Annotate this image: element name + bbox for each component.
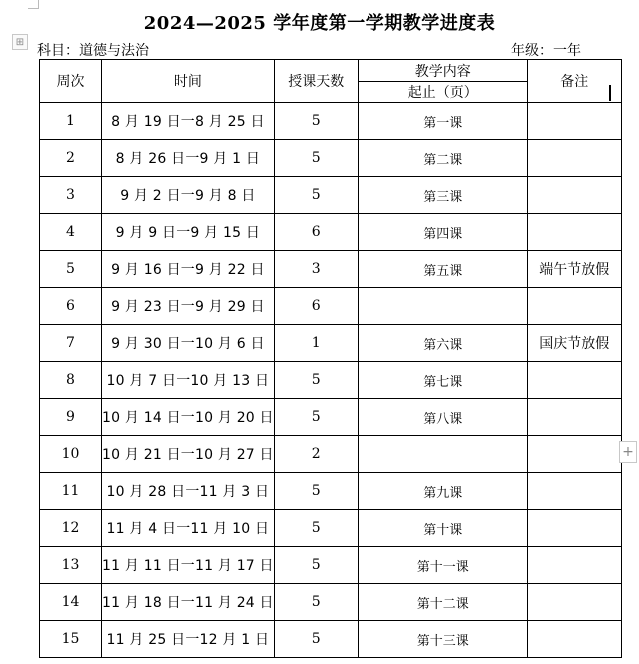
document-title: 2024—2025 学年度第一学期教学进度表 bbox=[143, 13, 496, 34]
lesson-cell[interactable] bbox=[358, 436, 527, 473]
schedule-table[interactable] bbox=[39, 59, 622, 658]
days-cell[interactable]: 5 bbox=[274, 362, 358, 399]
lesson-cell[interactable]: 第七课 bbox=[358, 362, 527, 399]
week-cell[interactable]: 8 bbox=[40, 362, 102, 399]
add-row-icon[interactable]: + bbox=[619, 441, 637, 463]
days-cell[interactable]: 5 bbox=[274, 399, 358, 436]
week-cell[interactable]: 11 bbox=[40, 473, 102, 510]
grade-label: 年级：一年 bbox=[511, 43, 581, 59]
days-cell[interactable]: 5 bbox=[274, 547, 358, 584]
header-content-pages: 起止（页） bbox=[358, 82, 527, 103]
week-cell[interactable]: 15 bbox=[40, 621, 102, 658]
header-days: 授课天数 bbox=[274, 60, 358, 103]
note-cell[interactable] bbox=[527, 399, 621, 436]
week-cell[interactable]: 2 bbox=[40, 140, 102, 177]
note-cell[interactable] bbox=[527, 547, 621, 584]
lesson-cell[interactable]: 第五课 bbox=[358, 251, 527, 288]
days-cell[interactable]: 1 bbox=[274, 325, 358, 362]
time-cell[interactable]: 9 月 16 日一9 月 22 日 bbox=[102, 251, 275, 288]
week-cell[interactable]: 4 bbox=[40, 214, 102, 251]
lesson-cell[interactable]: 第九课 bbox=[358, 473, 527, 510]
time-cell[interactable]: 10 月 21 日一10 月 27 日 bbox=[102, 436, 275, 473]
table-row bbox=[40, 362, 622, 399]
header-time: 时间 bbox=[102, 60, 275, 103]
week-cell[interactable]: 3 bbox=[40, 177, 102, 214]
note-cell[interactable] bbox=[527, 621, 621, 658]
time-cell[interactable]: 10 月 28 日一11 月 3 日 bbox=[102, 473, 275, 510]
lesson-cell[interactable]: 第十课 bbox=[358, 510, 527, 547]
week-cell[interactable]: 14 bbox=[40, 584, 102, 621]
days-cell[interactable]: 6 bbox=[274, 288, 358, 325]
days-cell[interactable]: 5 bbox=[274, 140, 358, 177]
table-row bbox=[40, 547, 622, 584]
time-cell[interactable]: 11 月 18 日一11 月 24 日 bbox=[102, 584, 275, 621]
week-cell[interactable]: 13 bbox=[40, 547, 102, 584]
week-cell[interactable]: 12 bbox=[40, 510, 102, 547]
days-cell[interactable]: 2 bbox=[274, 436, 358, 473]
days-cell[interactable]: 5 bbox=[274, 103, 358, 140]
time-cell[interactable]: 10 月 14 日一10 月 20 日 bbox=[102, 399, 275, 436]
note-cell[interactable] bbox=[527, 436, 621, 473]
week-cell[interactable]: 7 bbox=[40, 325, 102, 362]
time-cell[interactable]: 9 月 30 日一10 月 6 日 bbox=[102, 325, 275, 362]
note-cell[interactable] bbox=[527, 140, 621, 177]
time-cell[interactable]: 9 月 2 日一9 月 8 日 bbox=[102, 177, 275, 214]
lesson-cell[interactable]: 第四课 bbox=[358, 214, 527, 251]
lesson-cell[interactable]: 第二课 bbox=[358, 140, 527, 177]
table-row bbox=[40, 177, 622, 214]
days-cell[interactable]: 5 bbox=[274, 621, 358, 658]
header-week: 周次 bbox=[40, 60, 102, 103]
note-cell[interactable] bbox=[527, 103, 621, 140]
note-cell[interactable] bbox=[527, 584, 621, 621]
time-cell[interactable]: 10 月 7 日一10 月 13 日 bbox=[102, 362, 275, 399]
lesson-cell[interactable]: 第十三课 bbox=[358, 621, 527, 658]
note-cell[interactable] bbox=[527, 214, 621, 251]
time-cell[interactable]: 9 月 23 日一9 月 29 日 bbox=[102, 288, 275, 325]
lesson-cell[interactable]: 第六课 bbox=[358, 325, 527, 362]
note-cell[interactable] bbox=[527, 510, 621, 547]
week-cell[interactable]: 6 bbox=[40, 288, 102, 325]
table-row bbox=[40, 288, 622, 325]
table-row bbox=[40, 621, 622, 658]
week-cell[interactable]: 5 bbox=[40, 251, 102, 288]
time-cell[interactable]: 8 月 19 日一8 月 25 日 bbox=[102, 103, 275, 140]
week-cell[interactable]: 1 bbox=[40, 103, 102, 140]
lesson-cell[interactable]: 第十二课 bbox=[358, 584, 527, 621]
table-row bbox=[40, 103, 622, 140]
note-cell[interactable]: 端午节放假 bbox=[527, 251, 621, 288]
table-row bbox=[40, 510, 622, 547]
table-row bbox=[40, 325, 622, 362]
week-cell[interactable]: 9 bbox=[40, 399, 102, 436]
days-cell[interactable]: 6 bbox=[274, 214, 358, 251]
note-cell[interactable] bbox=[527, 177, 621, 214]
table-row bbox=[40, 584, 622, 621]
time-cell[interactable]: 11 月 4 日一11 月 10 日 bbox=[102, 510, 275, 547]
days-cell[interactable]: 5 bbox=[274, 584, 358, 621]
time-cell[interactable]: 11 月 25 日一12 月 1 日 bbox=[102, 621, 275, 658]
days-cell[interactable]: 5 bbox=[274, 177, 358, 214]
note-cell[interactable]: 国庆节放假 bbox=[527, 325, 621, 362]
time-cell[interactable]: 8 月 26 日一9 月 1 日 bbox=[102, 140, 275, 177]
days-cell[interactable]: 3 bbox=[274, 251, 358, 288]
table-row bbox=[40, 436, 622, 473]
lesson-cell[interactable]: 第八课 bbox=[358, 399, 527, 436]
time-cell[interactable]: 9 月 9 日一9 月 15 日 bbox=[102, 214, 275, 251]
note-cell[interactable] bbox=[527, 288, 621, 325]
subject-label: 科目：道德与法治 bbox=[37, 43, 149, 59]
lesson-cell[interactable] bbox=[358, 288, 527, 325]
page-corner-mark bbox=[28, 0, 39, 9]
note-cell[interactable] bbox=[527, 473, 621, 510]
table-row bbox=[40, 214, 622, 251]
week-cell[interactable]: 10 bbox=[40, 436, 102, 473]
lesson-cell[interactable]: 第十一课 bbox=[358, 547, 527, 584]
note-cell[interactable] bbox=[527, 362, 621, 399]
table-move-handle-icon[interactable]: ⊞ bbox=[12, 34, 28, 50]
header-content: 教学内容 bbox=[358, 60, 527, 82]
time-cell[interactable]: 11 月 11 日一11 月 17 日 bbox=[102, 547, 275, 584]
table-row bbox=[40, 251, 622, 288]
table-row bbox=[40, 399, 622, 436]
lesson-cell[interactable]: 第一课 bbox=[358, 103, 527, 140]
table-row bbox=[40, 140, 622, 177]
days-cell[interactable]: 5 bbox=[274, 510, 358, 547]
days-cell[interactable]: 5 bbox=[274, 473, 358, 510]
lesson-cell[interactable]: 第三课 bbox=[358, 177, 527, 214]
header-note: 备注 bbox=[527, 60, 621, 103]
table-row bbox=[40, 473, 622, 510]
